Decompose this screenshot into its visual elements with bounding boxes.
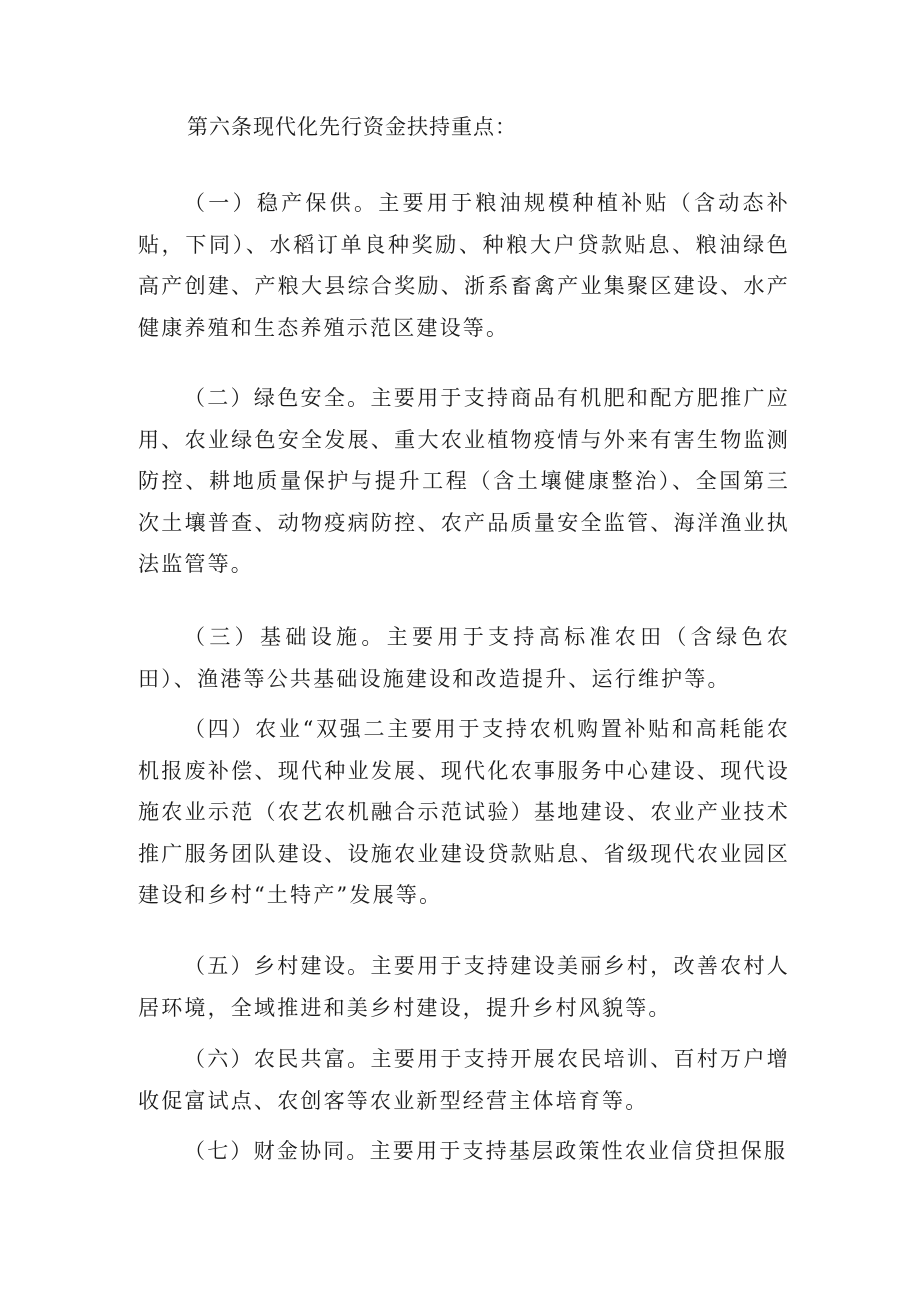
paragraph-common-prosperity: （六）农民共富。主要用于支持开展农民培训、百村万户增收促富试点、农创客等农业新型经营主体培育等。: [138, 1047, 790, 1113]
paragraph-finance-synergy: （七）财金协同。主要用于支持基层政策性农业信贷担保服: [184, 1139, 788, 1163]
paragraph-green-safety: （二）绿色安全。主要用于支持商品有机肥和配方肥推广应用、农业绿色安全发展、重大农业植物疫情与外来有害生物监测防控、耕地质量保护与提升工程（含土壤健康整治）、全国第三次土壤普查、动物疫病防控、农产品质量安全监管、海洋渔业执法监管等。: [138, 386, 790, 576]
paragraph-infrastructure: （三）基础设施。主要用于支持高标准农田（含绿色农田）、渔港等公共基础设施建设和改造提升、运行维护等。: [138, 625, 790, 691]
article-heading: 第六条现代化先行资金扶持重点：: [187, 115, 517, 139]
paragraph-stable-supply: （一）稳产保供。主要用于粮油规模种植补贴（含动态补贴，下同）、水稻订单良种奖励、种粮大户贷款贴息、粮油绿色高产创建、产粮大县综合奖励、浙系畜禽产业集聚区建设、水产健康养殖和生态养殖示范区建设等。: [138, 191, 790, 340]
paragraph-agri-double-strong: （四）农业“双强二主要用于支持农机购置补贴和高耗能农机报废补偿、现代种业发展、现代化农事服务中心建设、现代设施农业示范（农艺农机融合示范试验）基地建设、农业产业技术推广服务团队建设、设施农业建设贷款贴息、省级现代农业园区建设和乡村“土特产”发展等。: [138, 717, 790, 907]
paragraph-rural-construction: （五）乡村建设。主要用于支持建设美丽乡村，改善农村人居环境，全域推进和美乡村建设，提升乡村风貌等。: [138, 954, 790, 1020]
